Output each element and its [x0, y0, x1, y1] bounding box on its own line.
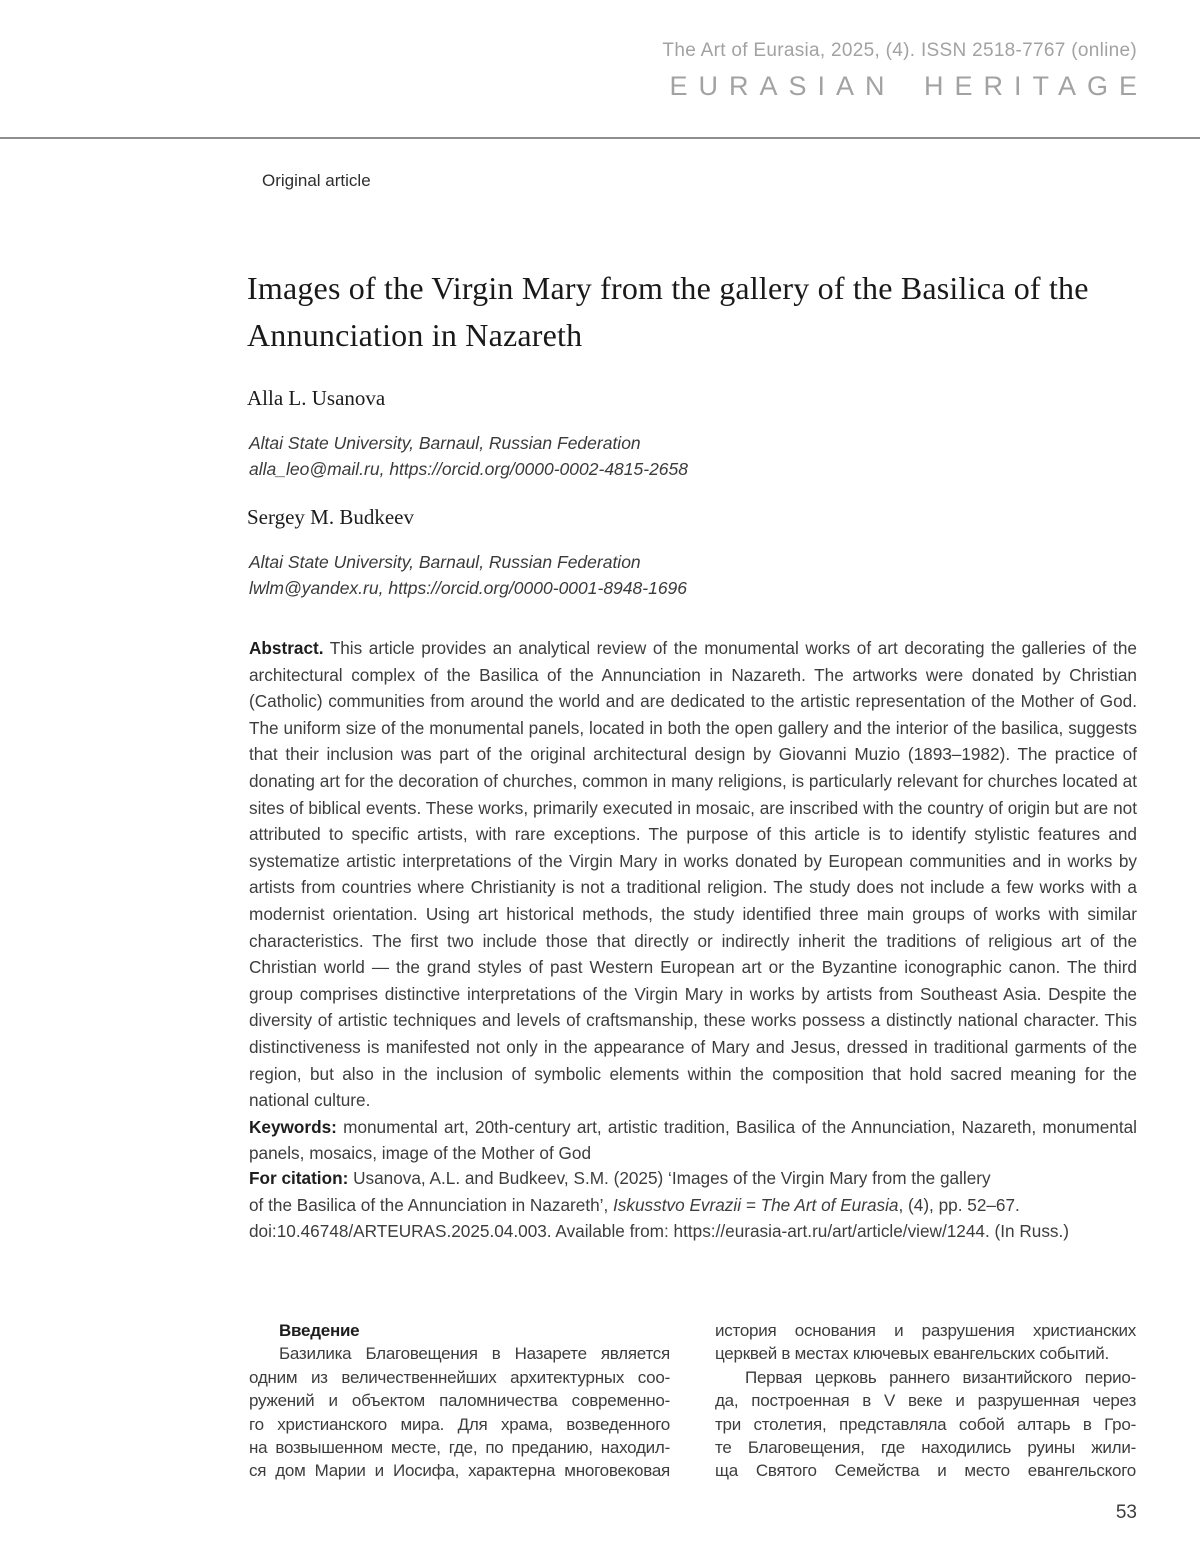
- citation-line: [249, 1192, 1149, 1219]
- intro-line: на возвышенном месте, где, по преданию, находил-: [249, 1438, 670, 1458]
- abstract-text: This article provides an analytical review of the monumental works of art decorating the galleries of the architectural complex of the Basilica of the Annunciation in Nazareth. The artworks were donated by Christian (Catholic) communities from around the world and are dedicated to the artistic representation of the Mother of God. The uniform size of the monumental panels, located in both the open gallery and the interior of the basilica, suggests that their inclusion was part of the original architectural design by Giovanni Muzio (1893–1982). The practice of donating art for the decoration of churches, common in many religions, is particularly relevant for churches located at sites of biblical events. These works, primarily executed in mosaic, are inscribed with the country of origin but are not attributed to specific artists, with rare exceptions. The purpose of this article is to identify stylistic features and systematize artistic interpretations of the Virgin Mary in works donated by European communities and in works by artists from countries where Christianity is not a traditional religion. The study does not include a few works with a modernist orientation. Using art historical methods, the study identified three main groups of works with similar characteristics. The first two include those that directly or indirectly inherit the traditions of religious art of the Christian world — the grand styles of past Western European art or the Byzantine iconographic canon. The third group comprises distinctive interpretations of the Virgin Mary in works by artists from Southeast Asia. Despite the diversity of artistic techniques and levels of craftsmanship, these works possess a distinctly national character. This distinctiveness is manifested not only in the appearance of Mary and Jesus, dressed in traditional garments of the region, but also in the inclusion of symbolic elements within the composition that hold sacred meaning for the national culture.: [249, 638, 1137, 1111]
- intro-line: го христианского мира. Для храма, возведенного: [249, 1414, 670, 1434]
- header-divider-rule: [0, 137, 1200, 139]
- running-head: [250, 40, 1148, 102]
- intro-line: Базилика Благовещения в Назарете является: [279, 1344, 670, 1364]
- author-contact[interactable]: alla_leo@mail.ru, https://orcid.org/0000-0002-4815-2658: [249, 459, 689, 479]
- citation-line[interactable]: [249, 1218, 1149, 1245]
- abstract-label: Abstract.: [249, 638, 324, 658]
- author-affiliation: Altai State University, Barnaul, Russian Federation: [249, 552, 641, 572]
- intro-line: ся дом Марии и Иосифа, характерна многовековая: [249, 1461, 670, 1481]
- journal-issue-line: The Art of Eurasia, 2025, (4). ISSN 2518-7767 (online): [662, 40, 1137, 61]
- citation-text: , (4), pp. 52–67.: [898, 1194, 1020, 1215]
- citation-label: For citation:: [249, 1168, 349, 1188]
- intro-line: ща Святого Семейства и место евангельского: [715, 1461, 1136, 1481]
- journal-section-title: EURASIAN HERITAGE: [669, 71, 1148, 101]
- intro-line: Первая церковь раннего византийского перио-: [745, 1367, 1136, 1387]
- citation-text: of the Basilica of the Annunciation in Nazareth’,: [249, 1194, 614, 1215]
- author-name: Sergey M. Budkeev: [247, 505, 415, 529]
- author-affiliation-block: [249, 430, 688, 482]
- author-affiliation: Altai State University, Barnaul, Russian Federation: [249, 433, 641, 453]
- citation-doi-url[interactable]: doi:10.46748/ARTEURAS.2025.04.003. Available from: https://eurasia-art.ru/art/article/view/1244. (In Russ.): [249, 1221, 1070, 1242]
- article-type-label: Original article: [262, 171, 371, 190]
- introduction-columns: [249, 1319, 1137, 1483]
- author-affiliation-block: [249, 549, 687, 601]
- keywords-text: monumental art, 20th-century art, artistic tradition, Basilica of the Annunciation, Nazareth, monumental panels, mosaics, image of the Mother of God: [249, 1116, 1137, 1164]
- citation-line: [249, 1165, 1149, 1192]
- intro-line: те Благовещения, где находились руины жили-: [715, 1438, 1136, 1458]
- citation-journal-name: Iskusstvo Evrazii = The Art of Eurasia: [613, 1194, 899, 1215]
- article-title: Images of the Virgin Mary from the gallery of the Basilica of the Annunciation in Nazareth: [247, 270, 1089, 353]
- citation-text: Usanova, A.L. and Budkeev, S.M. (2025) ‘Images of the Virgin Mary from the gallery: [348, 1168, 991, 1188]
- keywords: [249, 1114, 1137, 1167]
- intro-line: церквей в местах ключевых евангельских событий.: [715, 1344, 1109, 1364]
- intro-column-right: [715, 1319, 1136, 1483]
- citation-block: [249, 1165, 1149, 1245]
- abstract-keywords-block: [249, 635, 1137, 1167]
- intro-column-left: [249, 1319, 670, 1483]
- intro-heading: Введение: [279, 1321, 360, 1340]
- intro-line: история основания и разрушения христианских: [715, 1321, 1136, 1340]
- author-contact[interactable]: lwlm@yandex.ru, https://orcid.org/0000-0001-8948-1696: [249, 578, 688, 598]
- author-name: Alla L. Usanova: [247, 386, 386, 410]
- keywords-label: Keywords:: [249, 1116, 337, 1137]
- page-number: 53: [1115, 1502, 1137, 1523]
- abstract: [249, 635, 1137, 1114]
- intro-line: ружений и объектом паломничества современно-: [249, 1391, 670, 1411]
- intro-line: одним из величественнейших архитектурных соо-: [249, 1367, 670, 1387]
- intro-line: да, построенная в V веке и разрушенная через: [715, 1391, 1136, 1411]
- intro-line: три столетия, представляла собой алтарь в Гро-: [715, 1414, 1136, 1434]
